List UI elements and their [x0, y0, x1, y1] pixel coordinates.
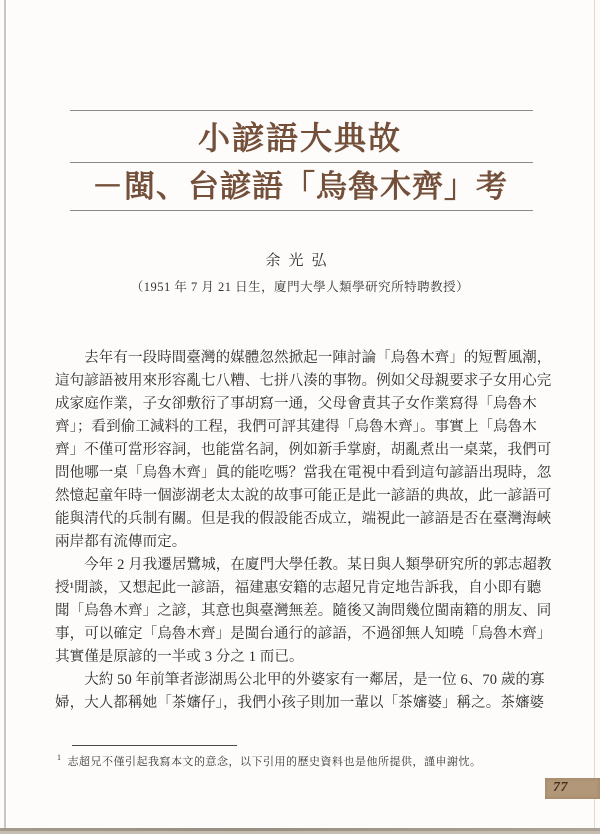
body-line: 齊」；看到偷工減料的工程，我們可評其建得「烏魯木齊」。事實上「烏魯木	[55, 419, 537, 435]
body-line: 問他哪一桌「烏魯木齊」眞的能吃嗎？當我在電視中看到這句諺語出現時，忽	[55, 465, 552, 481]
body-line: 婦，大人都稱她「茶嬸仔」，我們小孩子則加一輩以「茶嬸婆」稱之。茶嬸婆	[55, 695, 545, 711]
title-rule-middle	[70, 162, 533, 163]
body-line: 兩岸都有流傳而定。	[55, 534, 187, 550]
article-title: 小諺語大典故	[197, 120, 402, 156]
page-number: 77	[553, 780, 568, 795]
body-line: 能與清代的兵制有關。但是我的假設能否成立，端視此一諺語是否在臺灣海峽	[55, 511, 552, 527]
footnote-marker: 1	[57, 753, 62, 763]
body-line: 然憶起童年時一個澎湖老太太說的故事可能正是此一諺語的典故，此一諺語可	[55, 488, 552, 504]
title-rule-bottom	[70, 210, 533, 211]
article-body	[55, 347, 551, 715]
body-line: 事，可以確定「烏魯木齊」是閩台通行的諺語，不過卻無人知曉「烏魯木齊」	[55, 626, 552, 642]
author-affiliation: （1951 年 7 月 21 日生，廈門大學人類學研究所特聘教授）	[130, 280, 470, 294]
footnote	[57, 753, 547, 769]
page-number-tab	[545, 778, 600, 799]
body-line: 授¹閒談，又想起此一諺語，福建惠安籍的志超兄肯定地告訴我，自小即有聽	[55, 580, 542, 596]
author-name: 余光弘	[265, 253, 335, 269]
body-line: 這句諺語被用來形容亂七八糟、七拼八湊的事物。例如父母親要求子女用心完	[55, 373, 552, 389]
body-line: 去年有一段時間臺灣的媒體忽然掀起一陣討論「烏魯木齊」的短暫風潮，	[55, 350, 552, 366]
body-line: 其實僅是原諺的一半或 3 分之 1 而已。	[55, 649, 304, 665]
body-line: 大約 50 年前筆者澎湖馬公北甲的外婆家有一鄰居，是一位 6、70 歲的寡	[55, 672, 545, 688]
article-subtitle: －閩、台諺語「烏魯木齊」考	[92, 169, 508, 204]
footnote-text: 志超兄不僅引起我寫本文的意念，以下引用的歷史資料也是他所提供，謹申謝忱。	[67, 756, 482, 768]
body-line: 齊」不僅可當形容詞，也能當名詞，例如新手掌廚，胡亂煮出一桌菜，我們可	[55, 442, 552, 458]
body-line: 聞「烏魯木齊」之諺，其意也與臺灣無差。隨後又詢問幾位閩南籍的朋友、同	[55, 603, 552, 619]
title-rule-top	[70, 110, 533, 111]
body-line: 今年 2 月我遷居鷺城，在廈門大學任教。某日與人類學研究所的郭志超教	[55, 557, 552, 573]
footnote-separator	[72, 745, 237, 746]
body-line: 成家庭作業，子女卻敷衍了事胡寫一通，父母會責其子女作業寫得「烏魯木	[55, 396, 537, 412]
